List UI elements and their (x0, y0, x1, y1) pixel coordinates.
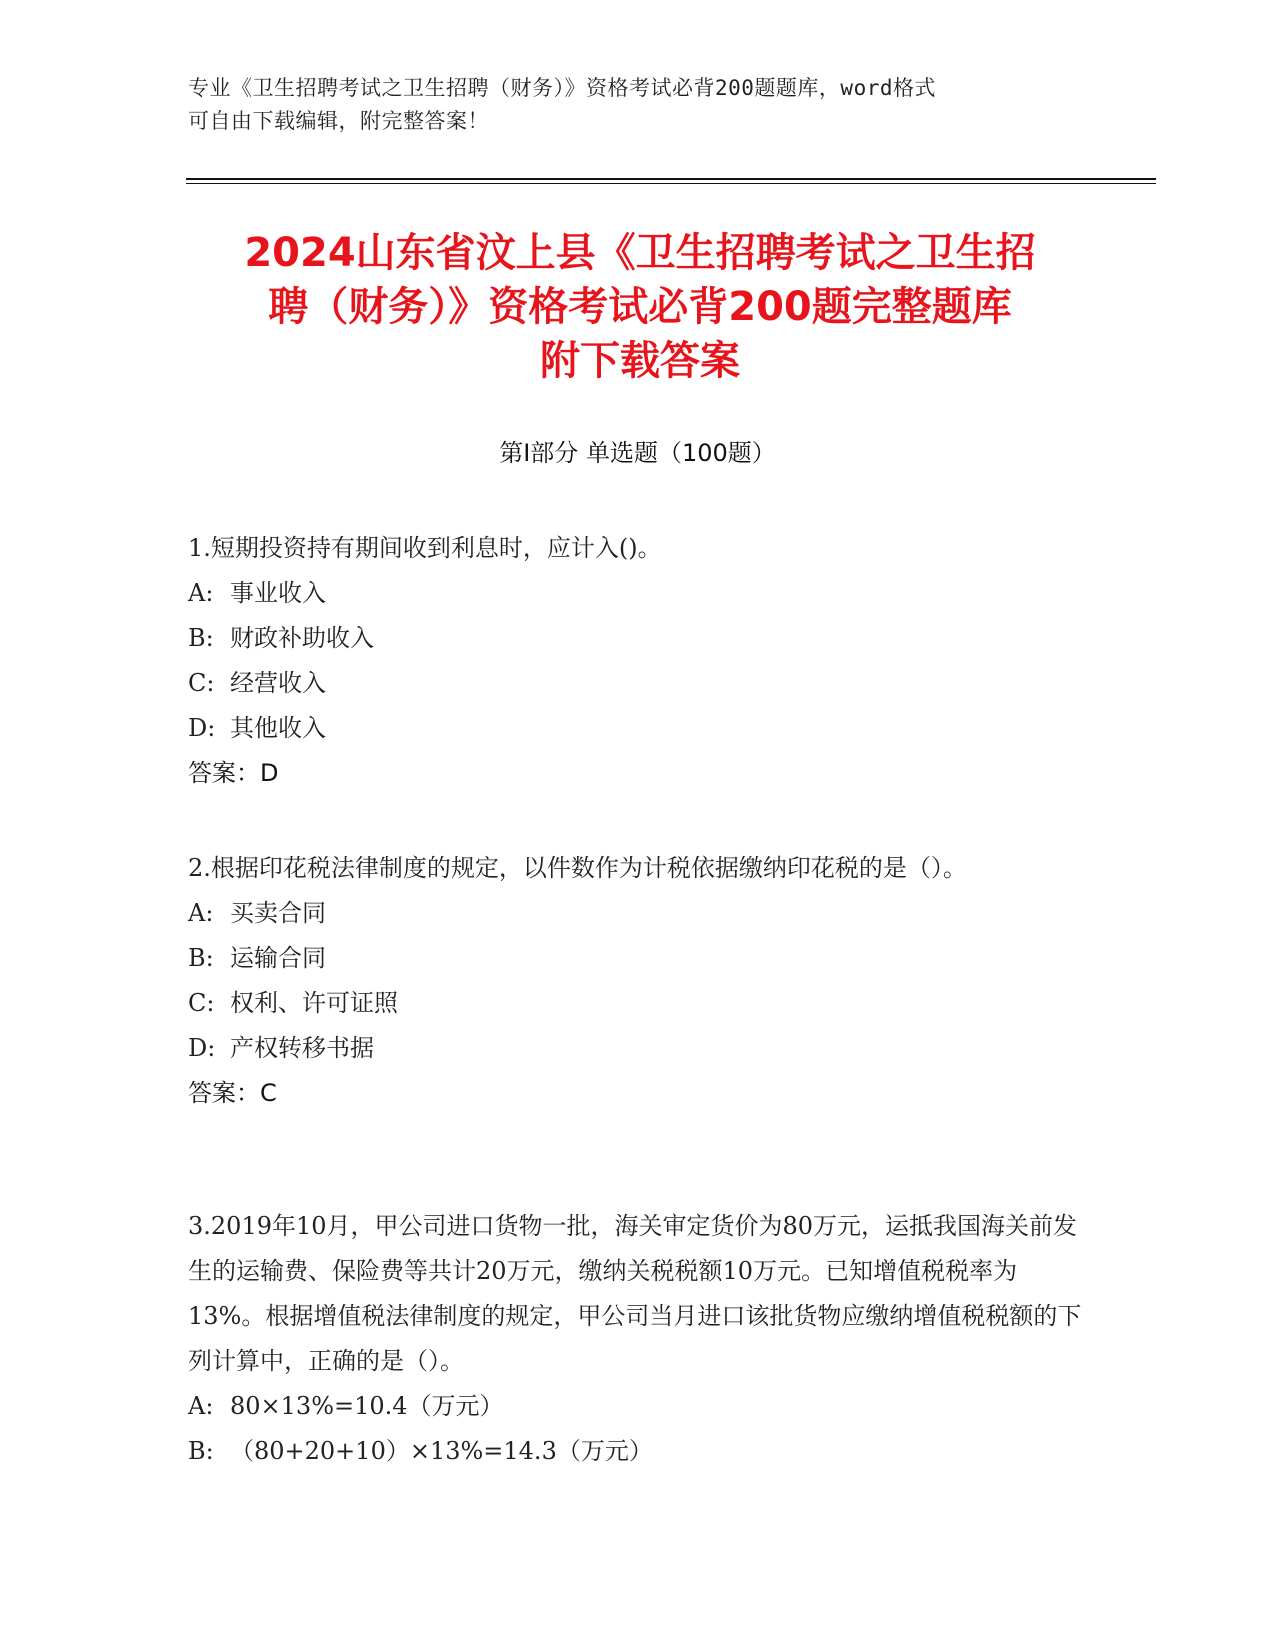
document-title-line-1: 2024山东省汶上县《卫生招聘考试之卫生招 (244, 230, 1036, 276)
option-text: 财政补助收入 (230, 624, 374, 652)
option-key: C: (188, 669, 215, 697)
document-title-line-3: 附下载答案 (540, 338, 740, 384)
question-stem: 3.2019年10月，甲公司进口货物一批，海关审定货价为80万元，运抵我国海关前发生的运输费、保险费等共计20万元，缴纳关税税额10万元。已知增值税税率为13%。根据增值税法律制度的规定，甲公司当月进口该批货物应缴纳增值税税额的下列计算中，正确的是（）。 (188, 1212, 1082, 1375)
option-key: D: (188, 714, 216, 742)
option-key: A: (188, 579, 214, 607)
option-d (188, 706, 1088, 751)
option-text: 产权转移书据 (230, 1034, 374, 1062)
option-c (188, 981, 1088, 1026)
option-text: 买卖合同 (230, 899, 326, 927)
option-b (188, 936, 1088, 981)
option-a (188, 571, 1088, 616)
option-key: B: (188, 624, 214, 652)
question-3 (188, 1204, 1088, 1474)
header-divider-thin (186, 183, 1156, 184)
option-key: B: (188, 1437, 214, 1465)
option-text: 权利、许可证照 (230, 989, 398, 1017)
option-c (188, 661, 1088, 706)
option-text: 事业收入 (230, 579, 326, 607)
header-divider-thick (186, 178, 1156, 180)
answer-label: 答案：C (188, 1079, 277, 1107)
option-text: 经营收入 (230, 669, 326, 697)
question-stem: 2.根据印花税法律制度的规定，以件数作为计税依据缴纳印花税的是（）。 (188, 854, 967, 882)
option-key: A: (188, 899, 214, 927)
option-key: D: (188, 1034, 216, 1062)
section-heading: 第Ⅰ部分 单选题（100题） (499, 439, 776, 467)
option-d (188, 1026, 1088, 1071)
header-note (188, 72, 1068, 138)
question-1 (188, 526, 1088, 796)
option-key: C: (188, 989, 215, 1017)
question-stem: 1.短期投资持有期间收到利息时，应计入()。 (188, 534, 662, 562)
option-b (188, 1429, 1088, 1474)
header-note-line-1: 专业《卫生招聘考试之卫生招聘（财务）》资格考试必背200题题库，word格式 (188, 76, 936, 100)
option-a (188, 1384, 1088, 1429)
header-note-line-2: 可自由下载编辑，附完整答案！ (188, 109, 489, 133)
question-2 (188, 846, 1088, 1116)
option-a (188, 891, 1088, 936)
document-title-line-2: 聘（财务）》资格考试必背200题完整题库 (268, 284, 1012, 330)
option-text: 运输合同 (230, 944, 326, 972)
document-title (160, 226, 1120, 388)
option-text: （80+20+10）×13%=14.3（万元） (230, 1437, 653, 1465)
option-key: B: (188, 944, 214, 972)
answer-label: 答案：D (188, 759, 279, 787)
option-key: A: (188, 1392, 214, 1420)
option-b (188, 616, 1088, 661)
option-text: 80×13%=10.4（万元） (230, 1392, 504, 1420)
option-text: 其他收入 (230, 714, 326, 742)
